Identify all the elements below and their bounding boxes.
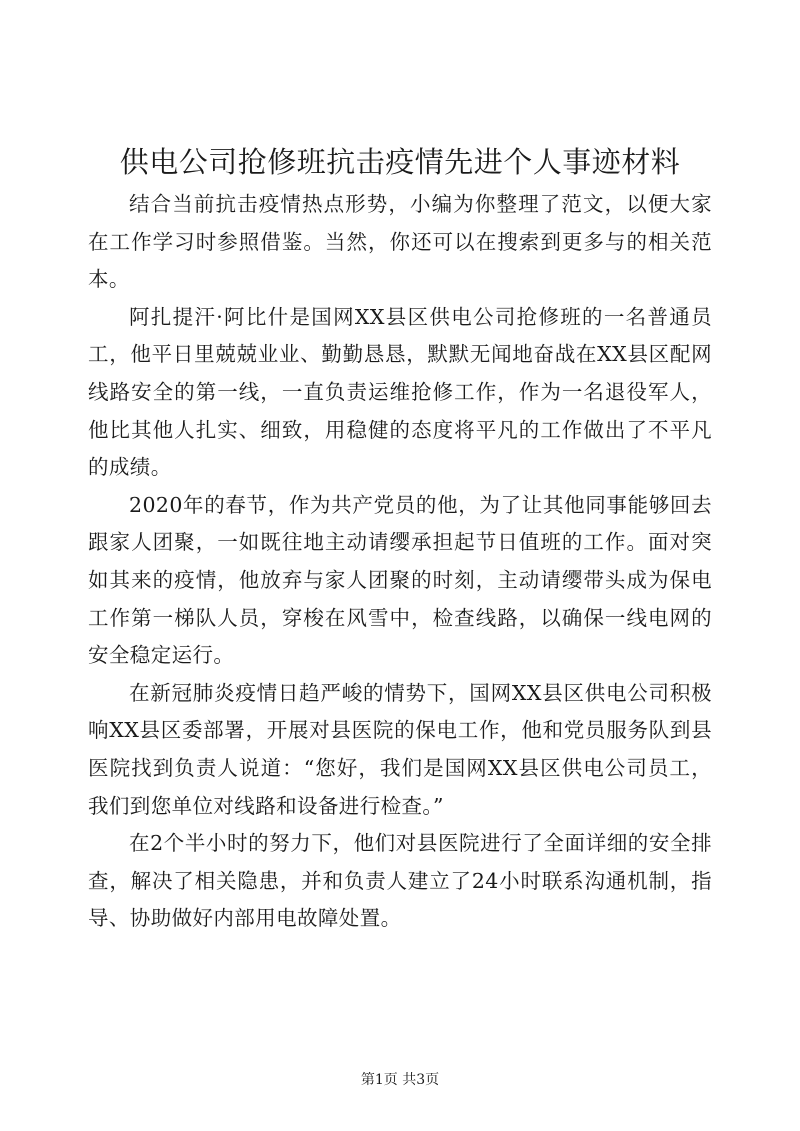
- document-title: 供电公司抢修班抗击疫情先进个人事迹材料: [119, 145, 681, 179]
- paragraph: 阿扎提汗·阿比什是国网XX县区供电公司抢修班的一名普通员工，他平日里兢兢业业、勤勤恳恳，默默无闻地奋战在XX县区配网线路安全的第一线，一直负责运维抢修工作，作为一名退役军人，他比其他人扎实、细致，用稳健的态度将平凡的工作做出了不平凡的成绩。: [88, 304, 712, 480]
- document-body: [88, 186, 712, 938]
- page-footer: 第1页 共3页: [360, 1072, 440, 1088]
- paragraph: 结合当前抗击疫情热点形势，小编为你整理了范文，以便大家在工作学习时参照借鉴。当然，你还可以在搜索到更多与的相关范本。: [88, 192, 712, 292]
- paragraph: 在新冠肺炎疫情日趋严峻的情势下，国网XX县区供电公司积极响XX县区委部署，开展对县医院的保电工作，他和党员服务队到县医院找到负责人说道：“您好，我们是国网XX县区供电公司员工，我们到您单位对线路和设备进行检查。”: [88, 680, 712, 818]
- paragraph: 2020年的春节，作为共产党员的他，为了让其他同事能够回去跟家人团聚，一如既往地主动请缨承担起节日值班的工作。面对突如其来的疫情，他放弃与家人团聚的时刻，主动请缨带头成为保电工作第一梯队人员，穿梭在风雪中，检查线路，以确保一线电网的安全稳定运行。: [88, 492, 712, 668]
- paragraph: 在2个半小时的努力下，他们对县医院进行了全面详细的安全排查，解决了相关隐患，并和负责人建立了24小时联系沟通机制，指导、协助做好内部用电故障处置。: [88, 831, 712, 931]
